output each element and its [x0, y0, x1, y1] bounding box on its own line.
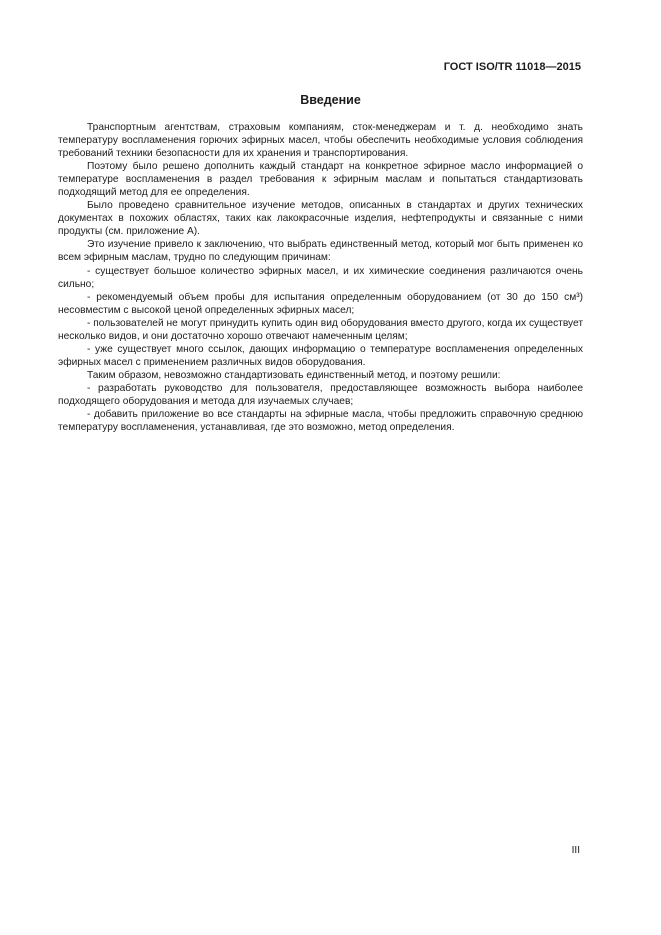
paragraph: Транспортным агентствам, страховым компаниям, сток-менеджерам и т. д. необходимо знать температуру воспламенения горючих эфирных масел, чтобы обеспечить необходимые условия соблюдения требований техники безопасности для их хранения и транспортирования.	[58, 122, 583, 160]
section-title: Введение	[300, 93, 361, 107]
list-item: - добавить приложение во все стандарты на эфирные масла, чтобы предложить справочную среднюю температуру воспламенения, устанавливая, где это возможно, метод определения.	[58, 409, 583, 434]
page-number: III	[571, 845, 580, 856]
introduction-body	[58, 121, 583, 434]
list-item: - рекомендуемый объем пробы для испытания определенным оборудованием (от 30 до 150 см³) несовместим с высокой ценой определенных эфирных масел;	[58, 291, 583, 316]
list-item: - существует большое количество эфирных масел, и их химические соединения различаются очень сильно;	[58, 265, 583, 290]
list-item: - пользователей не могут принудить купить один вид оборудования вместо другого, когда их существует несколько видов, и они достаточно хорошо отвечают намеченным целям;	[58, 317, 583, 342]
list-item: - уже существует много ссылок, дающих информацию о температуре воспламенения определенных эфирных масел с применением различных видов оборудования.	[58, 343, 583, 368]
list-item: - разработать руководство для пользователя, предоставляющее возможность выбора наиболее подходящего оборудования и метода для изучаемых случаев;	[58, 382, 583, 407]
paragraph: Таким образом, невозможно стандартизовать единственный метод, и поэтому решили:	[87, 369, 501, 381]
document-code: ГОСТ ISO/TR 11018—2015	[443, 61, 581, 73]
paragraph: Это изучение привело к заключению, что выбрать единственный метод, который мог быть применен ко всем эфирным маслам, трудно по следующим причинам:	[58, 239, 583, 264]
paragraph: Было проведено сравнительное изучение методов, описанных в стандартах и других технических документах в похожих областях, таких как лакокрасочные изделия, нефтепродукты и связанные с ними продукты (см. приложение А).	[58, 200, 583, 238]
paragraph: Поэтому было решено дополнить каждый стандарт на конкретное эфирное масло информацией о температуре воспламенения в раздел требования к эфирным маслам и попытаться стандартизовать подходящий метод для ее определения.	[58, 161, 583, 199]
